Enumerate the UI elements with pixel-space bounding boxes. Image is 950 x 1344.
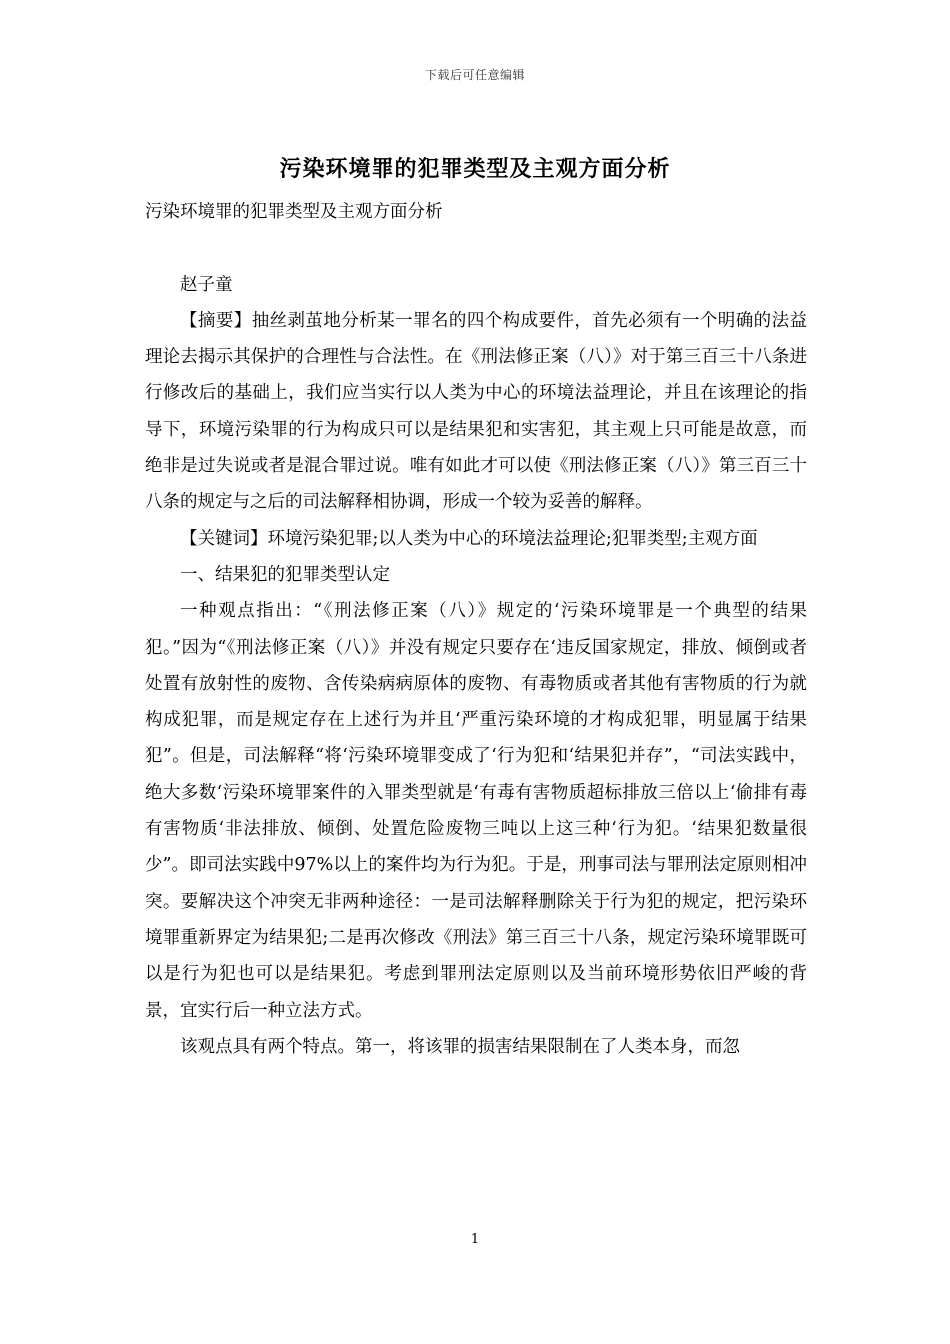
- document-subtitle: 污染环境罪的犯罪类型及主观方面分析: [145, 202, 443, 222]
- body-paragraph: 一种观点指出：“《刑法修正案（八）》规定的‘污染环境罪是一个典型的结果犯。”因为“《刑法修正案（八）》并没有规定只要存在‘违反国家规定，排放、倾倒或者处置有放射性的废物、含传染病病原体的废物、有毒物质或者其他有害物质的行为就构成犯罪，而是规定存在上述行为并且‘严重污染环境的才构成犯罪，明显属于结果犯”。但是，司法解释“将‘污染环境罪变成了‘行为犯和‘结果犯并存”，“司法实践中，绝大多数‘污染环境罪案件的入罪类型就是‘有毒有害物质超标排放三倍以上‘偷排有毒有害物质‘非法排放、倾倒、处置危险废物三吨以上这三种‘行为犯。‘结果犯数量很少”。即司法实践中97%以上的案件均为行为犯。于是，刑事司法与罪刑法定原则相冲突。要解决这个冲突无非两种途径：一是司法解释删除关于行为犯的规定，把污染环境罪重新界定为结果犯;二是再次修改《刑法》第三百三十八条，规定污染环境罪既可以是行为犯也可以是结果犯。考虑到罪刑法定原则以及当前环境形势依旧严峻的背景，宜实行后一种立法方式。: [145, 601, 807, 1021]
- abstract-paragraph: 【摘要】抽丝剥茧地分析某一罪名的四个构成要件，首先必须有一个明确的法益理论去揭示其保护的合理性与合法性。在《刑法修正案（八）》对于第三百三十八条进行修改后的基础上，我们应当实行以人类为中心的环境法益理论，并且在该理论的指导下，环境污染罪的行为构成只可以是结果犯和实害犯，其主观上只可能是故意，而绝非是过失说或者是混合罪过说。唯有如此才可以使《刑法修正案（八）》第三百三十八条的规定与之后的司法解释相协调，形成一个较为妥善的解释。: [145, 310, 807, 513]
- page-number: 1: [470, 1232, 480, 1247]
- document-title: 污染环境罪的犯罪类型及主观方面分析: [279, 156, 671, 182]
- keywords-paragraph: 【关键词】环境污染犯罪;以人类为中心的环境法益理论;犯罪类型;主观方面: [180, 528, 758, 549]
- author-name: 赵子童: [180, 274, 233, 295]
- blank-line: [145, 230, 807, 266]
- document-body: [145, 194, 807, 1065]
- body-paragraph: 该观点具有两个特点。第一，将该罪的损害结果限制在了人类本身，而忽: [180, 1036, 740, 1057]
- section-heading: 一、结果犯的犯罪类型认定: [180, 564, 390, 585]
- page-header-note: 下载后可任意编辑: [424, 68, 525, 82]
